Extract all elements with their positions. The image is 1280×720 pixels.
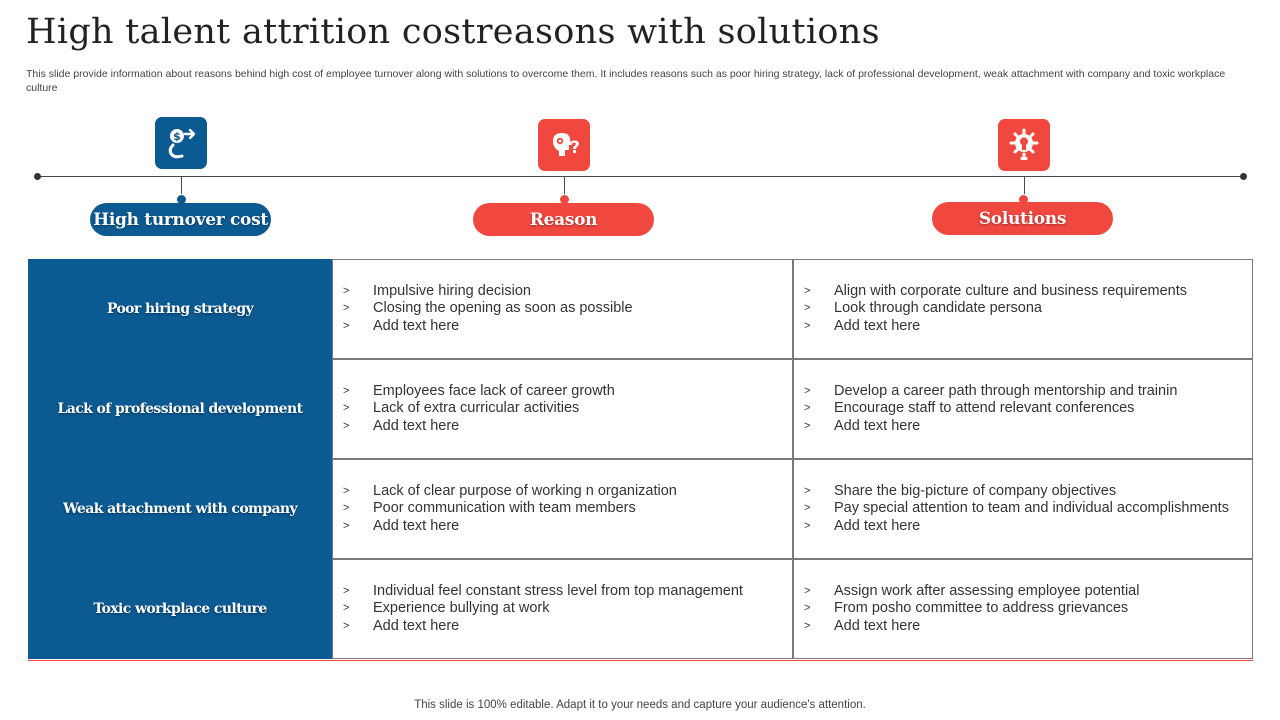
bullet-text: Develop a career path through mentorship and trainin bbox=[834, 382, 1178, 399]
timeline-line bbox=[37, 176, 1244, 177]
bullet-mark: > bbox=[343, 619, 350, 632]
row-label: Weak attachment with company bbox=[28, 459, 332, 559]
list-item bbox=[343, 300, 792, 318]
bullet-text: Add text here bbox=[373, 317, 460, 334]
list-item bbox=[343, 283, 792, 301]
bullet-text: Add text here bbox=[834, 517, 921, 534]
list-item bbox=[804, 300, 1252, 318]
bullet-text: Share the big-picture of company objectives bbox=[834, 482, 1117, 499]
list-item bbox=[343, 383, 792, 401]
header-stem bbox=[181, 176, 182, 194]
table-row bbox=[28, 259, 1253, 359]
bullet-text: Add text here bbox=[834, 617, 921, 634]
bullet-mark: > bbox=[343, 602, 350, 615]
bullet-text: Employees face lack of career growth bbox=[373, 382, 615, 399]
bullet-text: Align with corporate culture and business requirements bbox=[834, 282, 1188, 299]
bullet-text: Look through candidate persona bbox=[834, 300, 1042, 317]
solutions-cell bbox=[793, 459, 1253, 559]
list-item bbox=[804, 500, 1252, 518]
bullet-text: Add text here bbox=[373, 417, 460, 434]
bullet-mark: > bbox=[804, 402, 811, 415]
solutions-cell bbox=[793, 259, 1253, 359]
bullet-text: Add text here bbox=[373, 617, 460, 634]
page-title: High talent attrition costreasons with solutions bbox=[26, 12, 880, 52]
page-subtitle: This slide provide information about reasons behind high cost of employee turnover along with solutions to overcome them. It includes reasons such as poor hiring strategy, lack of professional development, weak attachment with company and toxic workplace culture bbox=[26, 68, 1226, 94]
list-item bbox=[343, 583, 792, 601]
list-item bbox=[343, 618, 792, 636]
list-item bbox=[804, 318, 1252, 336]
bullet-mark: > bbox=[343, 584, 350, 597]
svg-text:$: $ bbox=[173, 130, 181, 143]
list-item bbox=[804, 483, 1252, 501]
list-item bbox=[804, 400, 1252, 418]
bullet-text: Closing the opening as soon as possible bbox=[373, 300, 633, 317]
solutions-cell bbox=[793, 559, 1253, 659]
reasons-cell bbox=[332, 559, 793, 659]
bullet-mark: > bbox=[343, 302, 350, 315]
header-stem bbox=[564, 176, 565, 194]
bullet-mark: > bbox=[804, 602, 811, 615]
list-item bbox=[804, 583, 1252, 601]
bullet-mark: > bbox=[804, 484, 811, 497]
header-stem bbox=[1024, 176, 1025, 194]
bullet-text: Lack of clear purpose of working n organization bbox=[373, 482, 677, 499]
list-item bbox=[343, 600, 792, 618]
header-pill-reason: Reason bbox=[473, 203, 654, 236]
svg-text:?: ? bbox=[570, 138, 580, 158]
bullet-mark: > bbox=[804, 502, 811, 515]
bullet-text: Poor communication with team members bbox=[373, 500, 636, 517]
list-item bbox=[804, 383, 1252, 401]
solutions-cell bbox=[793, 359, 1253, 459]
bullet-mark: > bbox=[804, 302, 811, 315]
bullet-mark: > bbox=[343, 319, 350, 332]
list-item bbox=[804, 283, 1252, 301]
reasons-cell bbox=[332, 459, 793, 559]
reasons-cell bbox=[332, 359, 793, 459]
row-label: Lack of professional development bbox=[28, 359, 332, 459]
bullet-text: Add text here bbox=[834, 317, 921, 334]
table-row bbox=[28, 459, 1253, 559]
list-item bbox=[343, 318, 792, 336]
bullet-mark: > bbox=[804, 619, 811, 632]
list-item bbox=[343, 400, 792, 418]
bullet-text: Lack of extra curricular activities bbox=[373, 400, 580, 417]
thinking-head-question-icon bbox=[538, 119, 590, 171]
bullet-text: Encourage staff to attend relevant conferences bbox=[834, 400, 1135, 417]
bullet-text: Pay special attention to team and individual accomplishments bbox=[834, 500, 1229, 517]
reasons-solutions-table bbox=[28, 259, 1253, 661]
bullet-text: Assign work after assessing employee potential bbox=[834, 582, 1140, 599]
list-item bbox=[804, 518, 1252, 536]
table-row bbox=[28, 559, 1253, 659]
list-item bbox=[804, 618, 1252, 636]
list-item bbox=[343, 418, 792, 436]
reasons-cell bbox=[332, 259, 793, 359]
bullet-mark: > bbox=[343, 384, 350, 397]
bullet-mark: > bbox=[804, 284, 811, 297]
bullet-mark: > bbox=[343, 419, 350, 432]
bullet-text: Add text here bbox=[373, 517, 460, 534]
timeline-end-dot bbox=[1240, 173, 1247, 180]
list-item bbox=[343, 518, 792, 536]
bullet-text: Individual feel constant stress level from top management bbox=[373, 582, 743, 599]
list-item bbox=[804, 418, 1252, 436]
bullet-text: Experience bullying at work bbox=[373, 600, 550, 617]
money-transfer-icon bbox=[155, 117, 207, 169]
bullet-mark: > bbox=[804, 319, 811, 332]
bullet-mark: > bbox=[804, 384, 811, 397]
row-label: Poor hiring strategy bbox=[28, 259, 332, 359]
bullet-mark: > bbox=[343, 519, 350, 532]
header-pill-high-turnover-cost: High turnover cost bbox=[90, 203, 271, 236]
list-item bbox=[804, 600, 1252, 618]
table-row bbox=[28, 359, 1253, 459]
bullet-text: From posho committee to address grievances bbox=[834, 600, 1129, 617]
bullet-mark: > bbox=[804, 419, 811, 432]
gear-lightbulb-icon bbox=[998, 119, 1050, 171]
bullet-mark: > bbox=[343, 402, 350, 415]
bullet-text: Impulsive hiring decision bbox=[373, 282, 531, 299]
bullet-mark: > bbox=[804, 519, 811, 532]
header-pill-solutions: Solutions bbox=[932, 202, 1113, 235]
row-label: Toxic workplace culture bbox=[28, 559, 332, 659]
list-item bbox=[343, 483, 792, 501]
bullet-mark: > bbox=[343, 484, 350, 497]
bullet-mark: > bbox=[343, 502, 350, 515]
bullet-text: Add text here bbox=[834, 417, 921, 434]
timeline-start-dot bbox=[34, 173, 41, 180]
footer-note: This slide is 100% editable. Adapt it to your needs and capture your audience's attention. bbox=[414, 699, 866, 711]
list-item bbox=[343, 500, 792, 518]
bullet-mark: > bbox=[343, 284, 350, 297]
bullet-mark: > bbox=[804, 584, 811, 597]
